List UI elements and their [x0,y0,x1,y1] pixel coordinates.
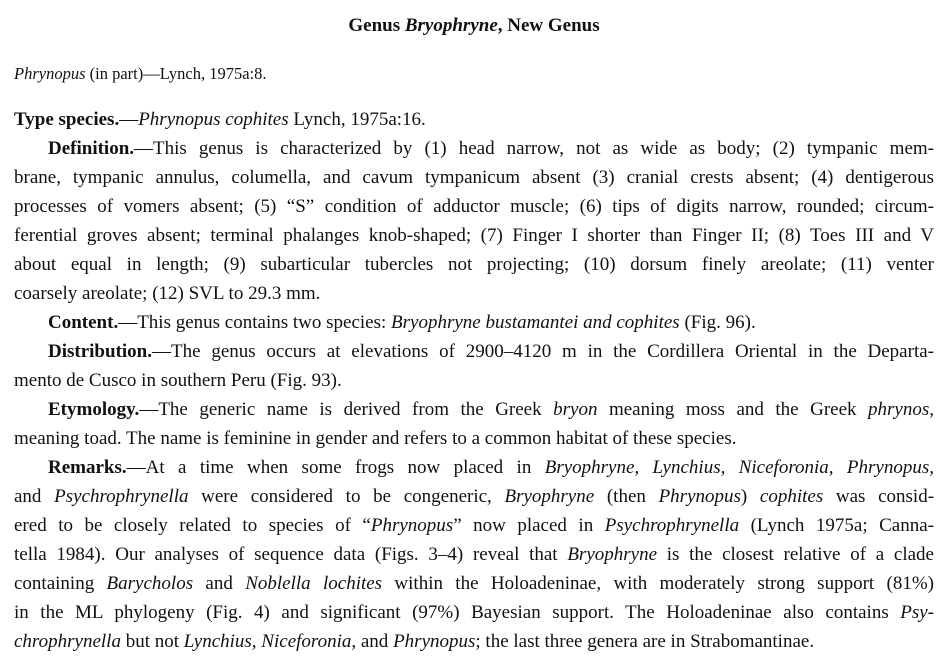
remarks-text: in the ML phylogeny (Fig. 4) and significant (97%) Bayesian support. The Holoadeninae also contains [14,602,901,623]
definition-line: ferential groves absent; terminal phalanges knob-shaped; (7) Finger I shorter than Finger II; (8) Toes III and V [14,225,934,246]
remarks-genus: Phrynopus [370,515,454,536]
remarks-genus: Lynchius, Niceforonia, [183,631,357,652]
definition-line: coarsely areolate; (12) SVL to 29.3 mm. [14,283,321,304]
remarks-text: and [193,573,246,594]
remarks-genus: Psy- [900,602,934,623]
content-label: Content. [48,312,119,333]
genus-account-body [14,105,934,656]
synonym-genus: Phrynopus [14,64,86,83]
distribution-line: mento de Cusco in southern Peru (Fig. 93). [14,370,342,391]
content-text: —This genus contains two species: [118,312,392,333]
remarks-genus: Bryophryne, Lynchius, Niceforonia, Phrynopus, [544,457,935,478]
etymology-label: Etymology. [48,399,140,420]
remarks-line [14,627,934,656]
remarks-text: ; the last three genera are in Strabomantinae. [475,631,815,652]
remarks-genus: Phrynopus [658,486,741,507]
definition-line [14,134,934,163]
definition-text: —This genus is characterized by (1) head narrow, not as wide as body; (2) tympanic mem- [134,138,934,159]
remarks-genus: Barycholos [106,573,194,594]
remarks-line [14,598,934,627]
distribution-line [14,337,934,366]
remarks-line [14,569,934,598]
remarks-text: ” now placed in [453,515,605,536]
remarks-text: within the Holoadeninae, with moderately strong support (81%) [382,573,934,594]
heading-suffix: , New Genus [497,15,600,36]
remarks-genus: Bryophryne [567,544,658,565]
remarks-text: containing [14,573,107,594]
remarks-text: and [356,631,394,652]
heading-genus-name: Bryophryne [404,15,498,36]
remarks-text: were considered to be congeneric, [188,486,505,507]
remarks-text: tella 1984). Our analyses of sequence data (Figs. 3–4) reveal that [14,544,568,565]
definition-label: Definition. [48,138,135,159]
etymology-greek-word: bryon [553,399,598,420]
remarks-genus: chrophrynella [14,631,121,652]
synonym-citation: (in part)—Lynch, 1975a:8. [85,64,267,83]
remarks-genus: Noblella lochites [245,573,383,594]
remarks-label: Remarks. [48,457,127,478]
content-figure-ref: (Fig. 96). [679,312,756,333]
remarks-genus: cophites [759,486,824,507]
type-species-citation: Lynch, 1975a:16. [288,109,426,130]
content-line [14,308,934,337]
type-species-name: Phrynopus cophites [138,109,289,130]
genus-heading [14,14,934,38]
remarks-text: is the closest relative of a clade [657,544,934,565]
remarks-genus: Psychrophrynella [54,486,189,507]
heading-prefix: Genus [348,15,405,36]
remarks-text: and [14,486,55,507]
type-species-line [14,105,934,134]
type-species-label: Type species. [14,109,120,130]
remarks-genus: Phrynopus [393,631,476,652]
synonymy-line [14,63,267,85]
definition-line: about equal in length; (9) subarticular tubercles not projecting; (10) dorsum finely areolate; (11) venter [14,254,934,275]
etymology-text: —The generic name is derived from the Greek [139,399,554,420]
etymology-text: meaning moss and the Greek [597,399,869,420]
etymology-line [14,395,934,424]
remarks-text: ) [740,486,760,507]
remarks-text: was consid- [823,486,935,507]
etymology-line: meaning toad. The name is feminine in gender and refers to a common habitat of these species. [14,428,737,449]
definition-line: processes of vomers absent; (5) “S” condition of adductor muscle; (6) tips of digits narrow, rounded; circum- [14,196,934,217]
remarks-text: —At a time when some frogs now placed in [126,457,545,478]
remarks-line [14,511,934,540]
remarks-genus: Psychrophrynella [604,515,740,536]
remarks-line [14,540,934,569]
type-species-dash: — [119,109,139,130]
etymology-greek-word: phrynos, [868,399,934,420]
remarks-text: but not [120,631,184,652]
remarks-genus: Bryophryne [504,486,595,507]
definition-line: brane, tympanic annulus, columella, and cavum tympanicum absent (3) cranial crests absent; (4) dentigerous [14,167,934,188]
remarks-line [14,482,934,511]
distribution-text: —The genus occurs at elevations of 2900–4120 m in the Cordillera Oriental in the Departa- [152,341,934,362]
remarks-text: (Lynch 1975a; Canna- [739,515,935,536]
remarks-text: (then [594,486,659,507]
distribution-label: Distribution. [48,341,152,362]
content-species: Bryophryne bustamantei and cophites [391,312,680,333]
remarks-text: ered to be closely related to species of “ [14,515,371,536]
remarks-line [14,453,934,482]
